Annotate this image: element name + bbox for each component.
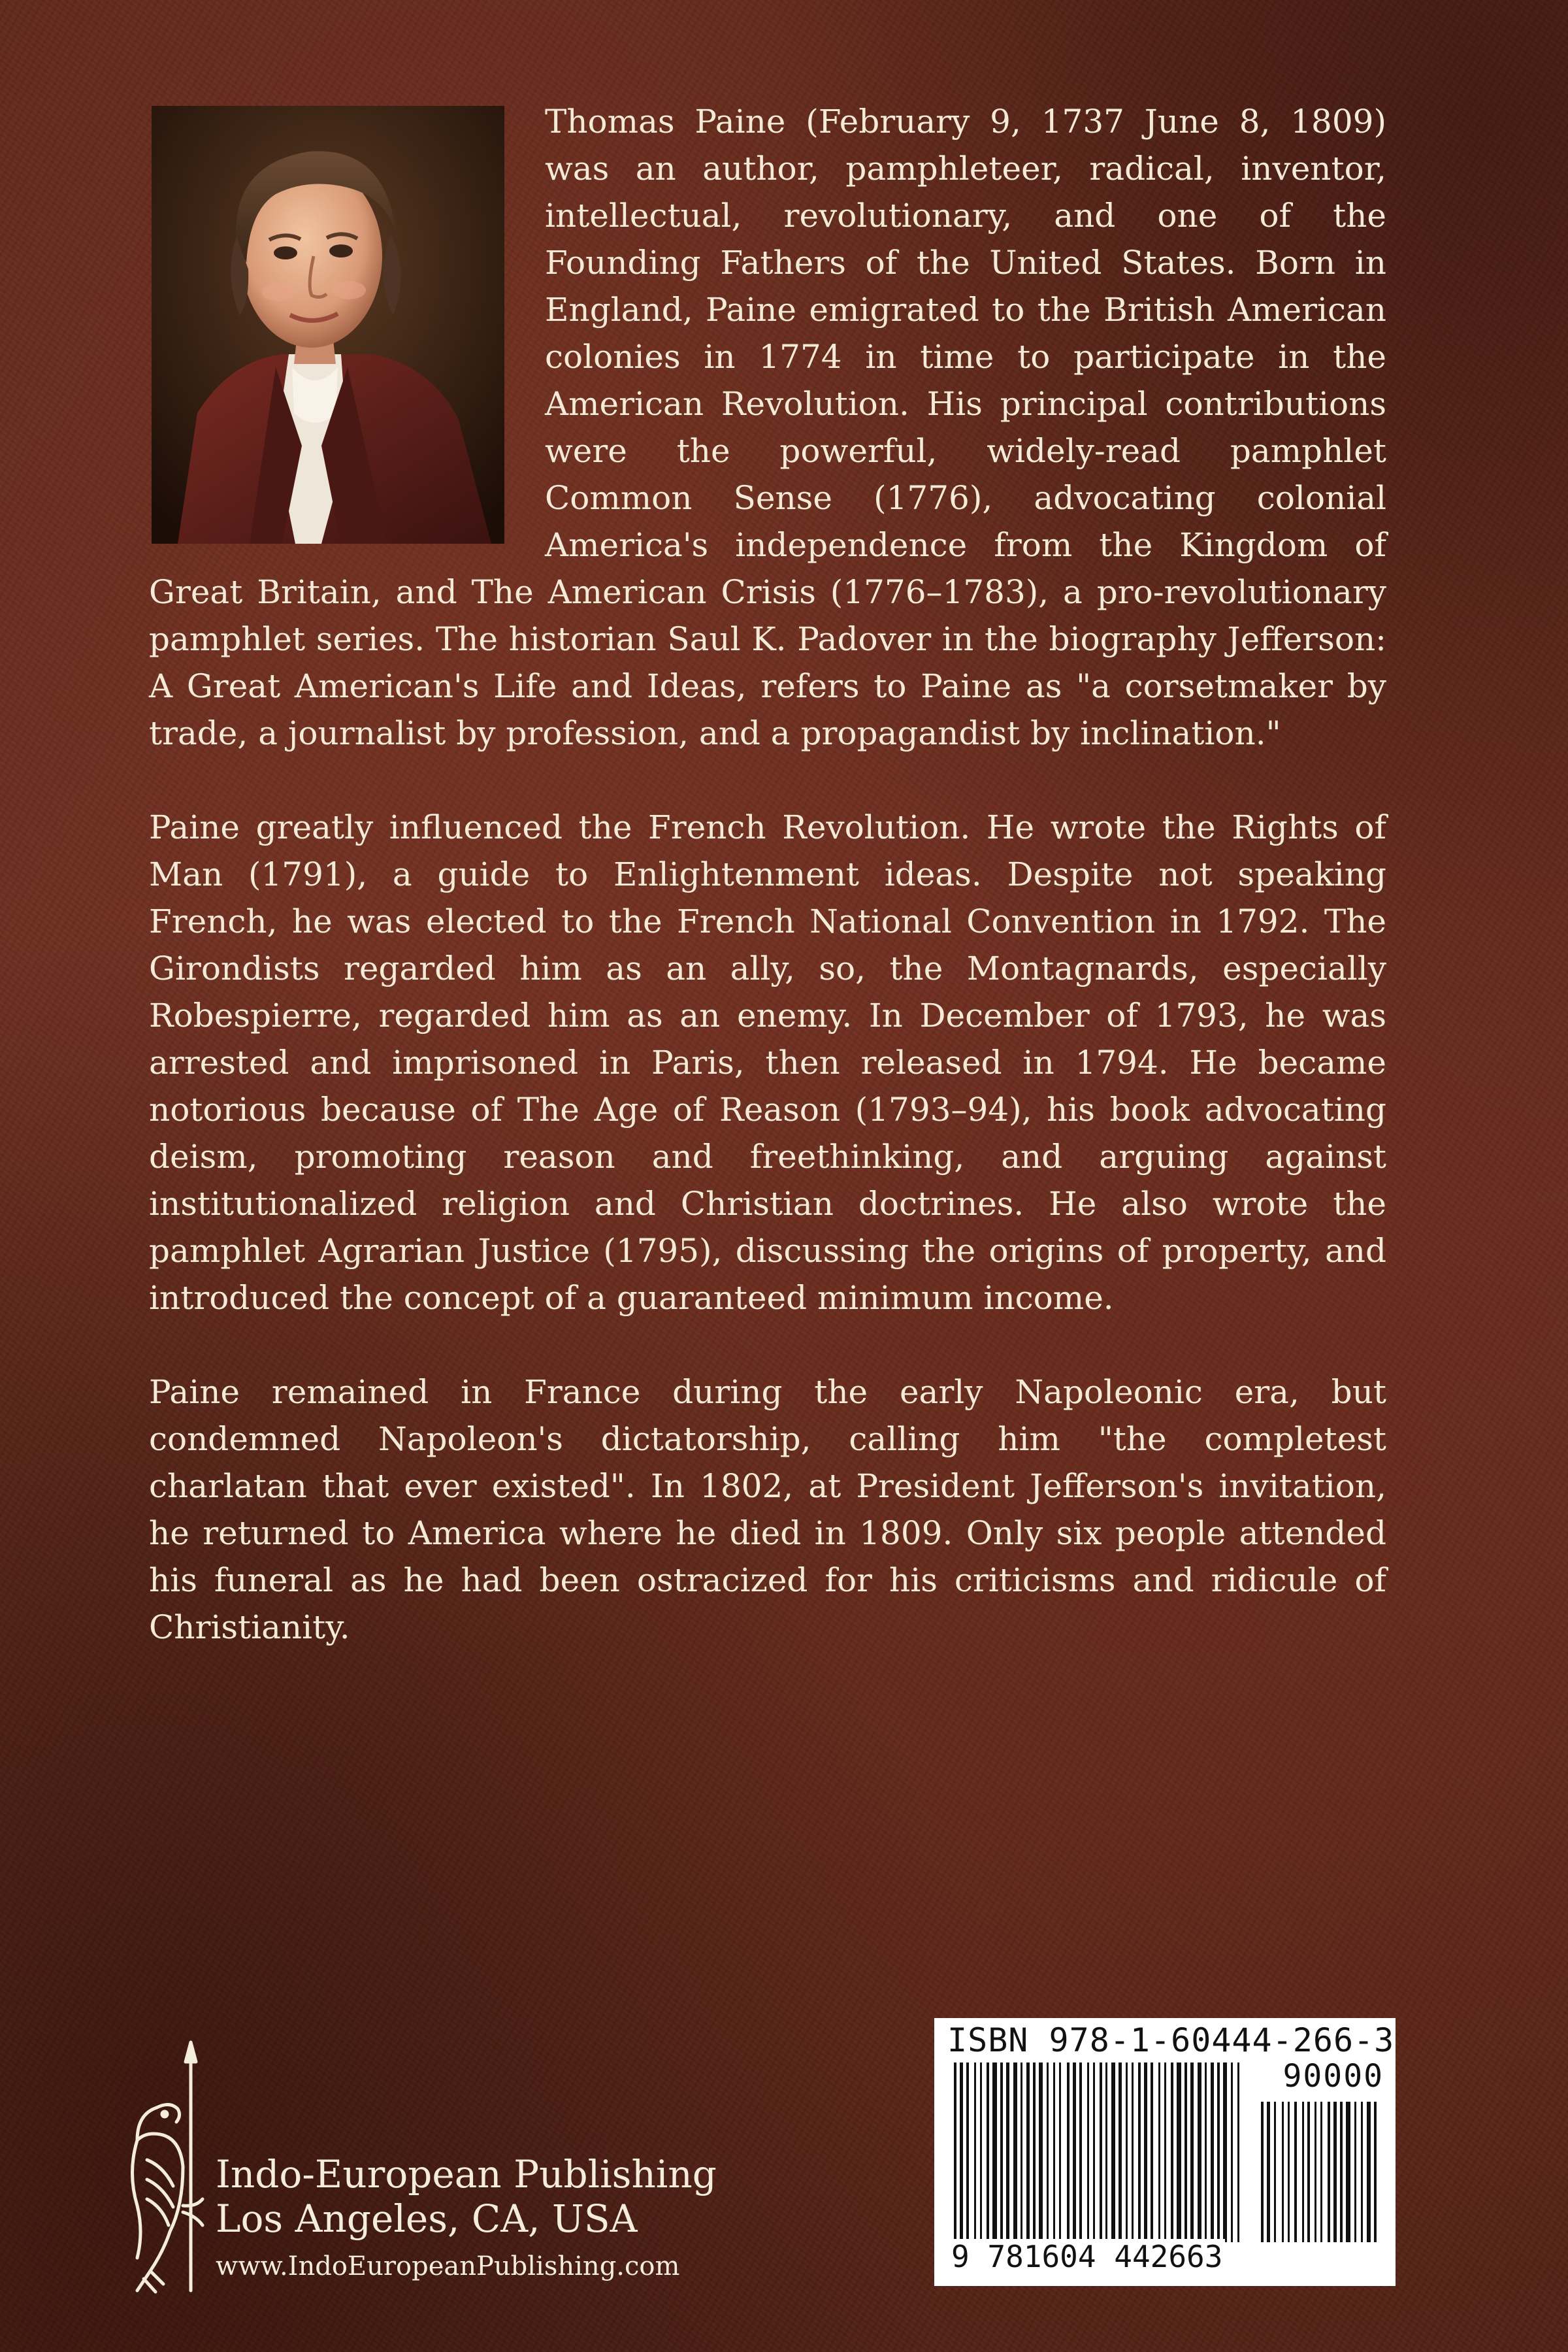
- addon-bar: [1307, 2102, 1310, 2242]
- addon-bar: [1367, 2102, 1371, 2242]
- addon-bar: [1294, 2102, 1297, 2242]
- addon-bar: [1267, 2102, 1270, 2242]
- addon-bar: [1274, 2102, 1276, 2242]
- addon-bar: [1346, 2102, 1350, 2242]
- barcode-bar: [954, 2062, 956, 2242]
- portrait-image: [152, 106, 504, 544]
- biography-text: [149, 98, 1386, 1698]
- barcode-bar: [1026, 2062, 1030, 2242]
- paragraph-1: Thomas Paine (February 9, 1737 June 8, 1809) was an author, pamphleteer, radical, inventor, intellectual, revolutionary, and one of the Founding Fathers of the United States. Born in England, Paine emigrated to the British American colonies in 1774 in time to participate in the American Revolution. His principal contributions were the powerful, widely-read pamphlet Common Sense (1776), advocating colonial America's independence from the Kingdom of Great Britain, and The American Crisis (1776–1783), a pro-revolutionary pamphlet series. The historian Saul K. Padover in the biography Jefferson: A Great American's Life and Ideas, refers to Paine as "a corsetmaker by trade, a journalist by profession, and a propagandist by inclination.": [149, 103, 1386, 752]
- barcode-bar: [1138, 2062, 1141, 2242]
- barcode-bar: [1119, 2062, 1122, 2242]
- publisher-logo-icon: [118, 2036, 209, 2297]
- barcode-bar: [1198, 2062, 1201, 2242]
- barcode-bar: [1079, 2062, 1082, 2242]
- barcode-bar: [1171, 2062, 1173, 2242]
- barcode-bar: [992, 2062, 997, 2242]
- barcode-bar: [1021, 2062, 1022, 2242]
- barcode-bar: [960, 2062, 963, 2242]
- addon-bar: [1333, 2102, 1337, 2242]
- barcode-bar: [1190, 2062, 1194, 2242]
- barcode-bar: [1217, 2062, 1220, 2242]
- barcode-bar: [1100, 2062, 1102, 2242]
- barcode-bar: [1105, 2062, 1107, 2242]
- addon-bar: [1328, 2102, 1330, 2242]
- paragraph-3: Paine remained in France during the early Napoleonic era, but condemned Napoleon's dictatorship, calling him "the completest charlatan that ever existed". In 1802, at President Jefferson's invitation, he returned to America where he died in 1809. Only six people attended his funeral as he had been ostracized for his criticisms and ridicule of Christianity.: [149, 1373, 1386, 1646]
- barcode-bar: [1087, 2062, 1089, 2242]
- barcode-bar: [974, 2062, 976, 2242]
- barcode-bar: [1093, 2062, 1095, 2242]
- barcode-bar: [1111, 2062, 1115, 2242]
- barcode-bar: [1158, 2062, 1160, 2242]
- barcode-bar: [1126, 2062, 1128, 2242]
- barcode-bar: [1223, 2062, 1227, 2242]
- barcode-bar: [1033, 2062, 1036, 2242]
- barcode-bar: [1237, 2062, 1239, 2242]
- price-code: 90000: [1282, 2058, 1384, 2095]
- addon-bar: [1340, 2102, 1343, 2242]
- barcode-bar: [1000, 2062, 1003, 2242]
- addon-bar: [1288, 2102, 1290, 2242]
- addon-bar: [1320, 2102, 1322, 2242]
- addon-bar: [1354, 2102, 1356, 2242]
- publisher-block: [118, 2036, 717, 2310]
- addon-bar: [1315, 2102, 1316, 2242]
- barcode-bar: [1059, 2062, 1061, 2242]
- barcode-bar: [1231, 2062, 1233, 2242]
- barcode-bar: [1177, 2062, 1181, 2242]
- barcode-bar: [1039, 2062, 1043, 2242]
- barcode-bar: [1211, 2062, 1214, 2242]
- barcode-bar: [1006, 2062, 1009, 2242]
- isbn-label: ISBN 978-1-60444-266-3: [947, 2021, 1395, 2059]
- barcode-bar: [987, 2062, 989, 2242]
- barcode-bar: [1013, 2062, 1017, 2242]
- barcode-digits: 9 781604 442663: [949, 2239, 1225, 2274]
- paragraph-2: Paine greatly influenced the French Revolution. He wrote the Rights of Man (1791), a guide to Enlightenment ideas. Despite not speaking French, he was elected to the French National Convention in 1792. The Girondists regarded him as an ally, so, the Montagnards, especially Robespierre, regarded him as an enemy. In December of 1793, he was arrested and imprisoned in Paris, then released in 1794. He became notorious because of The Age of Reason (1793–94), his book advocating deism, promoting reason and freethinking, and arguing against institutionalized religion and Christian doctrines. He also wrote the pamphlet Agrarian Justice (1795), discussing the origins of property, and introduced the concept of a guaranteed minimum income.: [149, 808, 1386, 1317]
- barcode-bar: [1053, 2062, 1055, 2242]
- barcode-bar: [1047, 2062, 1049, 2242]
- addon-bar: [1302, 2102, 1304, 2242]
- barcode-bar: [980, 2062, 982, 2242]
- barcode-bar: [1164, 2062, 1166, 2242]
- addon-bar: [1282, 2102, 1284, 2242]
- addon-bar: [1361, 2102, 1363, 2242]
- publisher-url[interactable]: www.IndoEuropeanPublishing.com: [216, 2251, 680, 2281]
- addon-bar: [1374, 2102, 1377, 2242]
- barcode-bar: [966, 2062, 969, 2242]
- publisher-location: Los Angeles, CA, USA: [216, 2196, 638, 2241]
- publisher-name: Indo-European Publishing: [216, 2152, 717, 2196]
- addon-bar: [1261, 2102, 1264, 2242]
- barcode-bar: [1151, 2062, 1153, 2242]
- barcode-bar: [1073, 2062, 1076, 2242]
- author-portrait: [152, 106, 504, 544]
- barcode-bar: [1144, 2062, 1147, 2242]
- barcode-bar: [1205, 2062, 1207, 2242]
- barcode-bar: [1067, 2062, 1070, 2242]
- isbn-barcode: [934, 2018, 1396, 2286]
- barcode-bar: [1184, 2062, 1187, 2242]
- barcode-bar: [1132, 2062, 1134, 2242]
